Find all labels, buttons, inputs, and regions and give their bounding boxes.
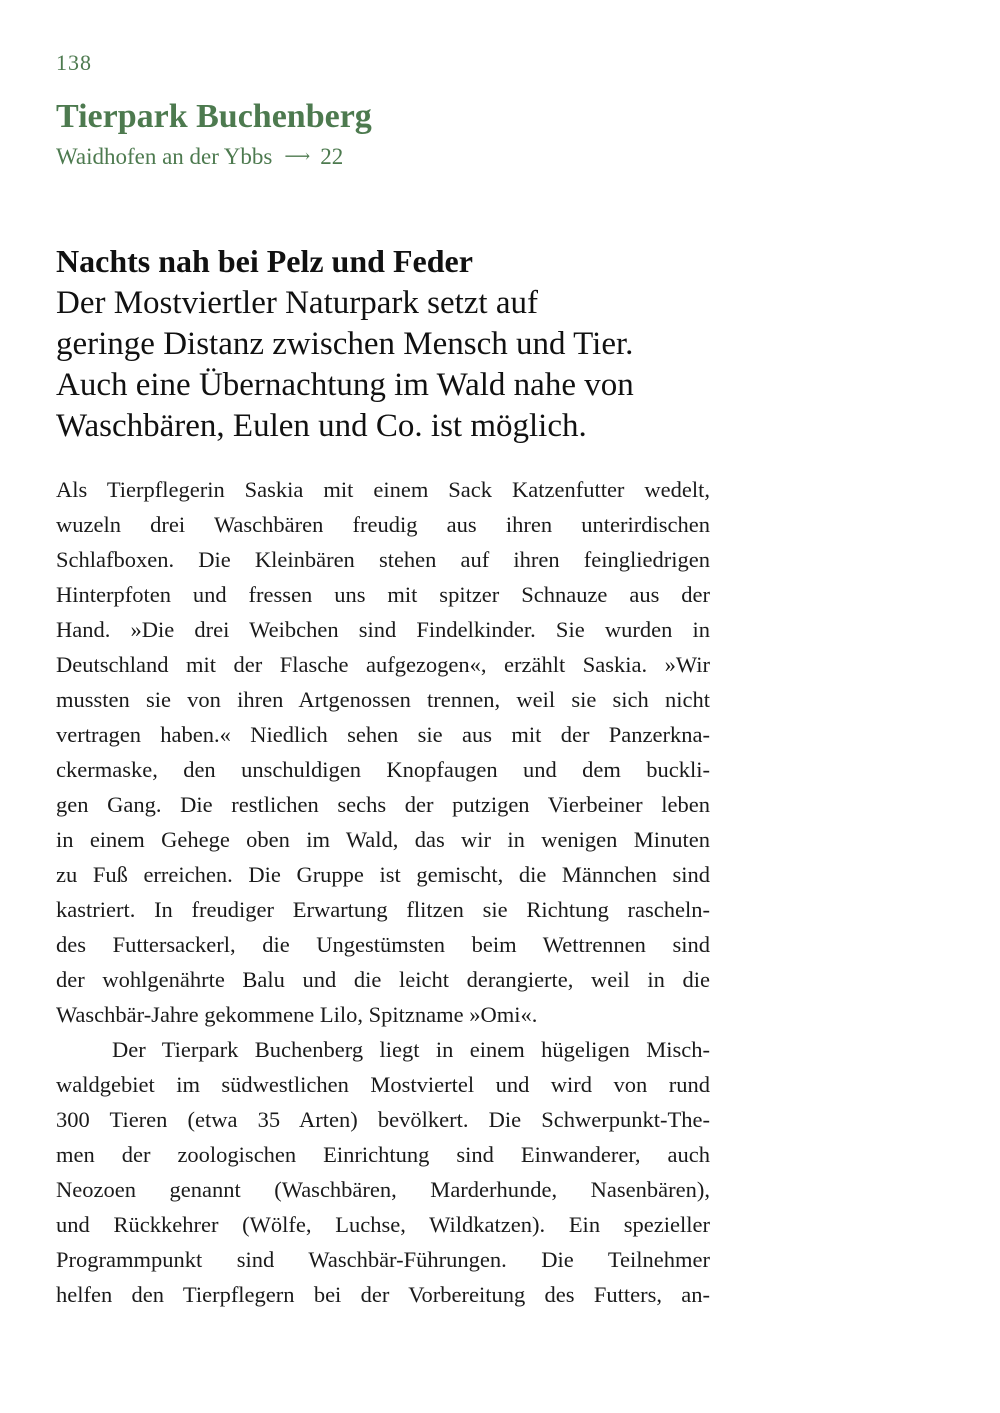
- body-line: des Futtersackerl, die Ungestümsten beim Wettrennen sind: [56, 932, 710, 957]
- body-line: Als Tierpflegerin Saskia mit einem Sack Katzenfutter wedelt,: [56, 477, 710, 502]
- paragraph-1: [56, 472, 710, 1032]
- body-line: Neozoen genannt (Waschbären, Marderhunde, Nasenbären),: [56, 1177, 710, 1202]
- body-line: ckermaske, den unschuldigen Knopfaugen und dem buckli-: [56, 757, 710, 782]
- body-line: kastriert. In freudiger Erwartung flitzen sie Richtung rascheln-: [56, 897, 710, 922]
- body-line: men der zoologischen Einrichtung sind Einwanderer, auch: [56, 1142, 710, 1167]
- body-line: helfen den Tierpflegern bei der Vorbereitung des Futters, an-: [56, 1282, 710, 1307]
- paragraph-2: [56, 1032, 710, 1312]
- intro-line: Auch eine Übernachtung im Wald nahe von: [56, 367, 634, 403]
- body-line: mussten sie von ihren Artgenossen trennen, weil sie sich nicht: [56, 687, 710, 712]
- body-line: Hinterpfoten und fressen uns mit spitzer Schnauze aus der: [56, 582, 710, 607]
- intro-line: Der Mostviertler Naturpark setzt auf: [56, 285, 538, 321]
- article-intro: [56, 283, 716, 447]
- body-line: Schlafboxen. Die Kleinbären stehen auf ihren feingliedrigen: [56, 547, 710, 572]
- body-line: Waschbär-Jahre gekommene Lilo, Spitzname »Omi«.: [56, 1002, 538, 1027]
- body-line: der wohlgenährte Balu und die leicht derangierte, weil in die: [56, 967, 710, 992]
- long-right-arrow-icon: ⟶: [284, 146, 311, 166]
- article-body: [56, 472, 710, 1312]
- body-line: Deutschland mit der Flasche aufgezogen«, erzählt Saskia. »Wir: [56, 652, 710, 677]
- body-line: vertragen haben.« Niedlich sehen sie aus mit der Panzerkna-: [56, 722, 710, 747]
- body-line: waldgebiet im südwestlichen Mostviertel und wird von rund: [56, 1072, 710, 1097]
- article-headline: Nachts nah bei Pelz und Feder: [56, 243, 473, 279]
- location-name: Waidhofen an der Ybbs: [56, 144, 273, 169]
- body-line: wuzeln drei Waschbären freudig aus ihren unterirdischen: [56, 512, 710, 537]
- page-number: 138: [56, 50, 92, 75]
- body-line: Der Tierpark Buchenberg liegt in einem hügeligen Misch-: [112, 1037, 710, 1062]
- chapter-title: Tierpark Buchenberg: [56, 98, 372, 135]
- intro-line: Waschbären, Eulen und Co. ist möglich.: [56, 408, 587, 444]
- intro-line: geringe Distanz zwischen Mensch und Tier.: [56, 326, 634, 362]
- body-line: in einem Gehege oben im Wald, das wir in wenigen Minuten: [56, 827, 710, 852]
- body-line: 300 Tieren (etwa 35 Arten) bevölkert. Die Schwerpunkt-The-: [56, 1107, 710, 1132]
- reference-number: 22: [320, 144, 344, 169]
- body-line: gen Gang. Die restlichen sechs der putzigen Vierbeiner leben: [56, 792, 710, 817]
- location-line: [56, 144, 343, 170]
- body-line: zu Fuß erreichen. Die Gruppe ist gemischt, die Männchen sind: [56, 862, 710, 887]
- body-line: Programmpunkt sind Waschbär-Führungen. Die Teilnehmer: [56, 1247, 710, 1272]
- body-line: Hand. »Die drei Weibchen sind Findelkinder. Sie wurden in: [56, 617, 710, 642]
- body-line: und Rückkehrer (Wölfe, Luchse, Wildkatzen). Ein spezieller: [56, 1212, 710, 1237]
